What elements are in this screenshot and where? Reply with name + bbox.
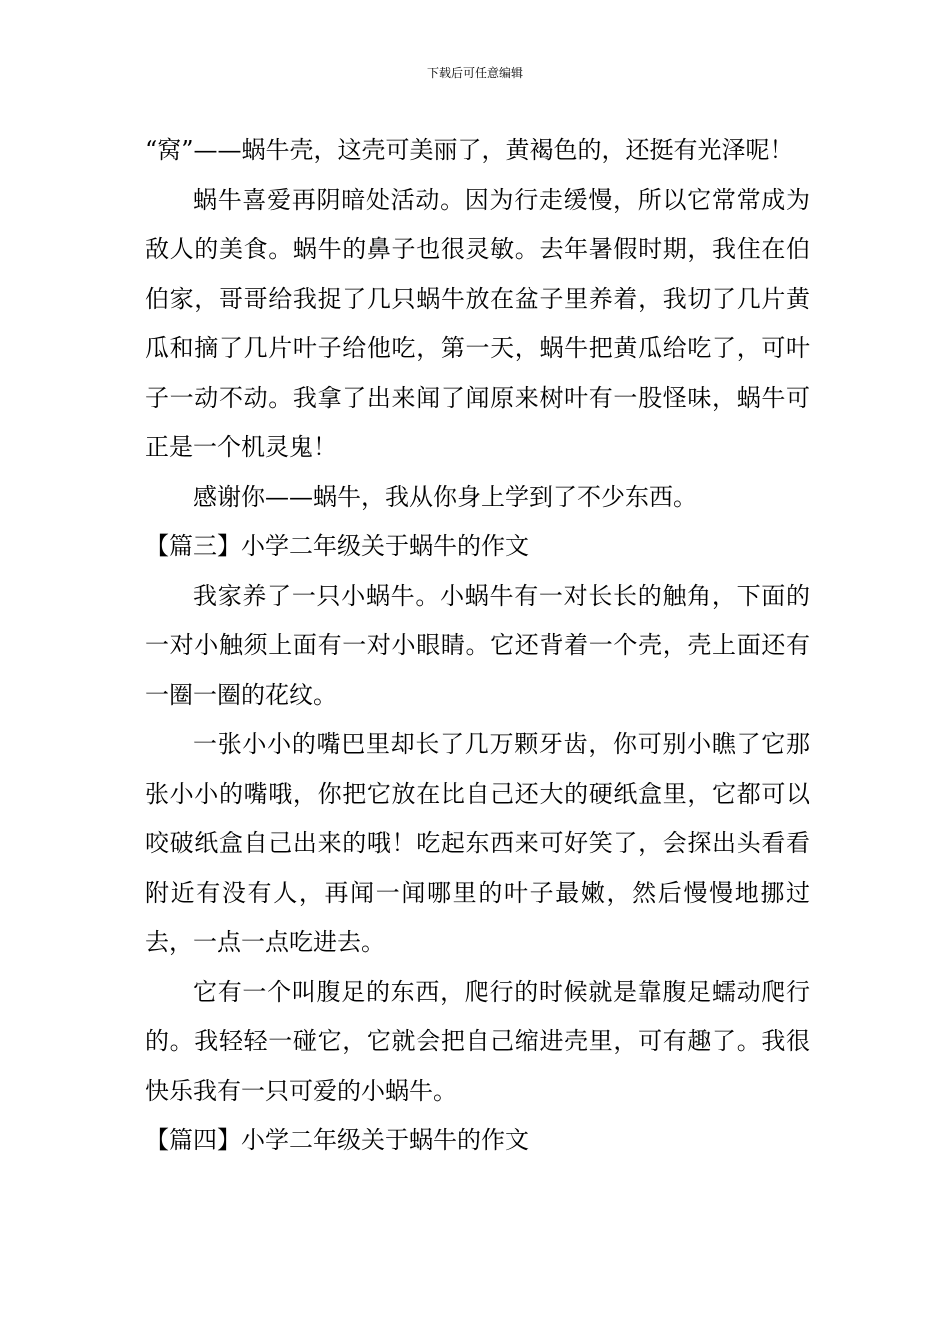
paragraph-thanks: 感谢你——蜗牛，我从你身上学到了不少东西。 — [193, 482, 697, 511]
paragraph-snail-foot: 它有一个叫腹足的东西，爬行的时候就是靠腹足蠕动爬行的。我轻轻一碰它，它就会把自己缩进壳里，可有趣了。我很快乐我有一只可爱的小蜗牛。 — [145, 977, 810, 1105]
section-heading-part-four: 【篇四】小学二年级关于蜗牛的作文 — [145, 1126, 529, 1154]
document-body — [145, 126, 810, 1166]
paragraph-snail-habits: 蜗牛喜爱再阴暗处活动。因为行走缓慢，所以它常常成为敌人的美食。蜗牛的鼻子也很灵敏。去年暑假时期，我住在伯伯家，哥哥给我捉了几只蜗牛放在盆子里养着，我切了几片黄瓜和摘了几片叶子给他吃，第一天，蜗牛把黄瓜给吃了，可叶子一动不动。我拿了出来闻了闻原来树叶有一股怪味，蜗牛可正是一个机灵鬼！ — [145, 185, 810, 461]
header-note: 下载后可任意编辑 — [426, 66, 523, 80]
paragraph-pet-snail: 我家养了一只小蜗牛。小蜗牛有一对长长的触角，下面的一对小触须上面有一对小眼睛。它还背着一个壳，壳上面还有一圈一圈的花纹。 — [145, 581, 810, 709]
paragraph-snail-mouth: 一张小小的嘴巴里却长了几万颗牙齿，你可别小瞧了它那张小小的嘴哦，你把它放在比自己还大的硬纸盒里，它都可以咬破纸盒自己出来的哦！吃起东西来可好笑了，会探出头看看附近有没有人，再闻一闻哪里的叶子最嫩，然后慢慢地挪过去，一点一点吃进去。 — [145, 730, 810, 956]
section-heading-part-three: 【篇三】小学二年级关于蜗牛的作文 — [145, 532, 529, 560]
paragraph-shell-description: “窝”——蜗牛壳，这壳可美丽了，黄褐色的，还挺有光泽呢！ — [145, 136, 794, 164]
